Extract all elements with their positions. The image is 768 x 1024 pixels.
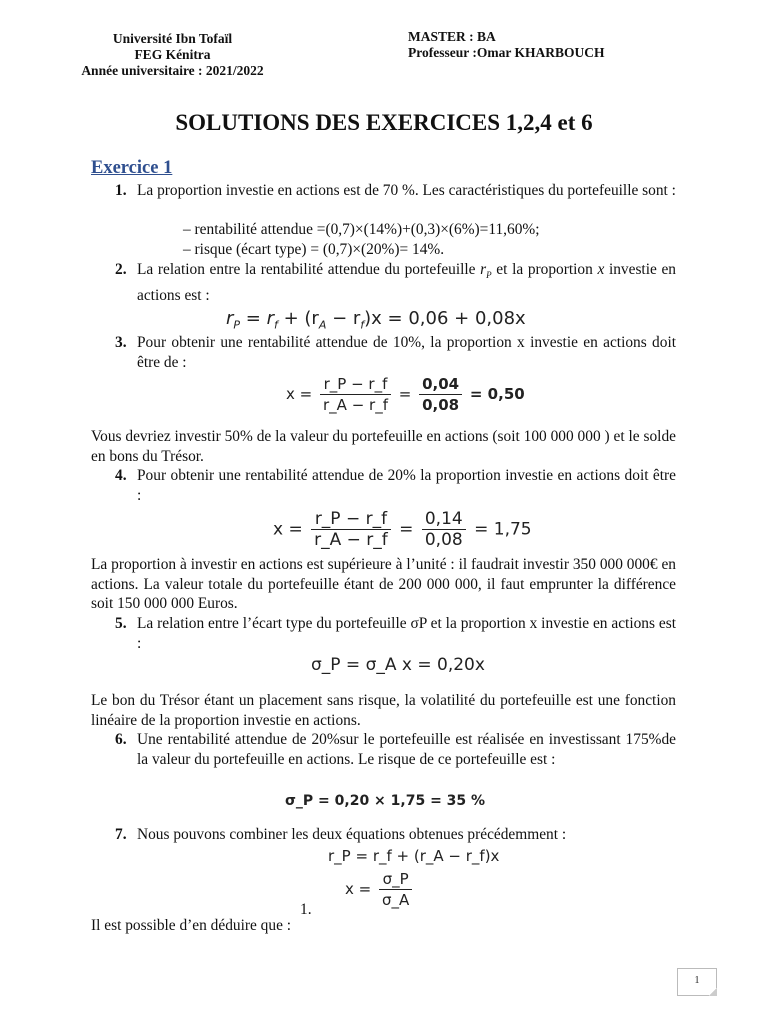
equation-portfolio-volatility: σ_P = σ_A x = 0,20x	[311, 655, 485, 675]
paragraph-risk-free: Le bon du Trésor étant un placement sans risque, la volatilité du portefeuille est une fonction linéaire de la proportion investie en actions.	[91, 692, 676, 729]
master-label: MASTER : BA	[408, 29, 496, 44]
course-header	[408, 29, 604, 61]
academic-year: Année universitaire : 2021/2022	[81, 63, 264, 78]
item-number: 5.	[115, 615, 127, 632]
item-number: 3.	[115, 334, 127, 351]
equation-proportion-20pct: x = $\frac{r\_P - r\_f}{r\_A - r\_f}$ = $\frac{0,14}{0,08}$ = 1,75	[273, 509, 532, 550]
list-item-4	[115, 466, 676, 505]
item-text: La relation entre la rentabilité attendue du portefeuille $r_P$ et la proportion x investie en actions est :	[137, 261, 676, 304]
item-text: Une rentabilité attendue de 20%sur le portefeuille est réalisée en investissant 175%de la valeur du portefeuille en actions. Le risque de ce portefeuille est :	[137, 731, 676, 768]
list-item-6	[115, 730, 676, 769]
item-number: 1.	[115, 182, 127, 199]
item-text: Nous pouvons combiner les deux équations obtenues précédemment :	[137, 826, 567, 843]
item1-return-line: – rentabilité attendue =(0,7)×(14%)+(0,3)×(6%)=11,60%;	[183, 221, 540, 238]
list-item-5	[115, 614, 676, 653]
item-text: La relation entre l’écart type du portefeuille σP et la proportion x investie en actions est :	[137, 615, 676, 652]
equation-proportion-sigma: x = $\frac{\sigma\_P}{\sigma\_A}$	[345, 869, 415, 910]
equation-proportion-10pct: x = $\frac{r\_P - r\_f}{r\_A - r\_f}$ = $\frac{0,04}{0,08}$ = 0,50	[286, 375, 525, 414]
item-text: La proportion investie en actions est de 70 %. Les caractéristiques du portefeuille sont :	[137, 182, 676, 199]
item1-risk-line: – risque (écart type) = (0,7)×(20%)= 14%.	[183, 241, 445, 258]
item-number: 4.	[115, 467, 127, 484]
document-title: SOLUTIONS DES EXERCICES 1,2,4 et 6	[175, 110, 593, 135]
item-number: 7.	[115, 826, 127, 843]
paragraph-invest-50pct: Vous devriez investir 50% de la valeur du portefeuille en actions (soit 100 000 000 ) et le solde en bons du Trésor.	[91, 428, 676, 465]
faculty-name: FEG Kénitra	[134, 47, 211, 62]
exercise-heading: Exercice 1	[91, 158, 173, 178]
institution-header	[60, 31, 285, 79]
professor-label: Professeur :Omar KHARBOUCH	[408, 45, 605, 60]
item-number: 6.	[115, 731, 127, 748]
item-text: Pour obtenir une rentabilité attendue de 10%, la proportion x investie en actions doit être de :	[137, 334, 676, 371]
item-text: Pour obtenir une rentabilité attendue de 20% la proportion investie en actions doit être :	[137, 467, 676, 504]
equation-return-line: r_P = r_f + (r_A − r_f)x	[328, 847, 500, 865]
equation-portfolio-risk: σ_P = 0,20 × 1,75 = 35 %	[285, 793, 486, 809]
list-item-2	[115, 260, 676, 305]
page-number: 1	[677, 968, 717, 996]
paragraph-deduce: Il est possible d’en déduire que :	[91, 917, 292, 934]
list-item-3	[115, 333, 676, 372]
paragraph-leverage: La proportion à investir en actions est supérieure à l’unité : il faudrait investir 350 000 000€ en actions. La valeur totale du portefeuille étant de 200 000 000, il faut emprunter la différence soit 150 000 000 Euros.	[91, 556, 676, 612]
list-item-1	[115, 181, 676, 201]
university-name: Université Ibn Tofaïl	[112, 31, 233, 46]
stray-list-number: 1.	[300, 901, 312, 918]
equation-portfolio-return: $r_P = r_f + (r_A - r_f)x = 0,06 + 0,08x$	[226, 308, 526, 332]
item-number: 2.	[115, 261, 127, 278]
list-item-7	[115, 825, 676, 845]
